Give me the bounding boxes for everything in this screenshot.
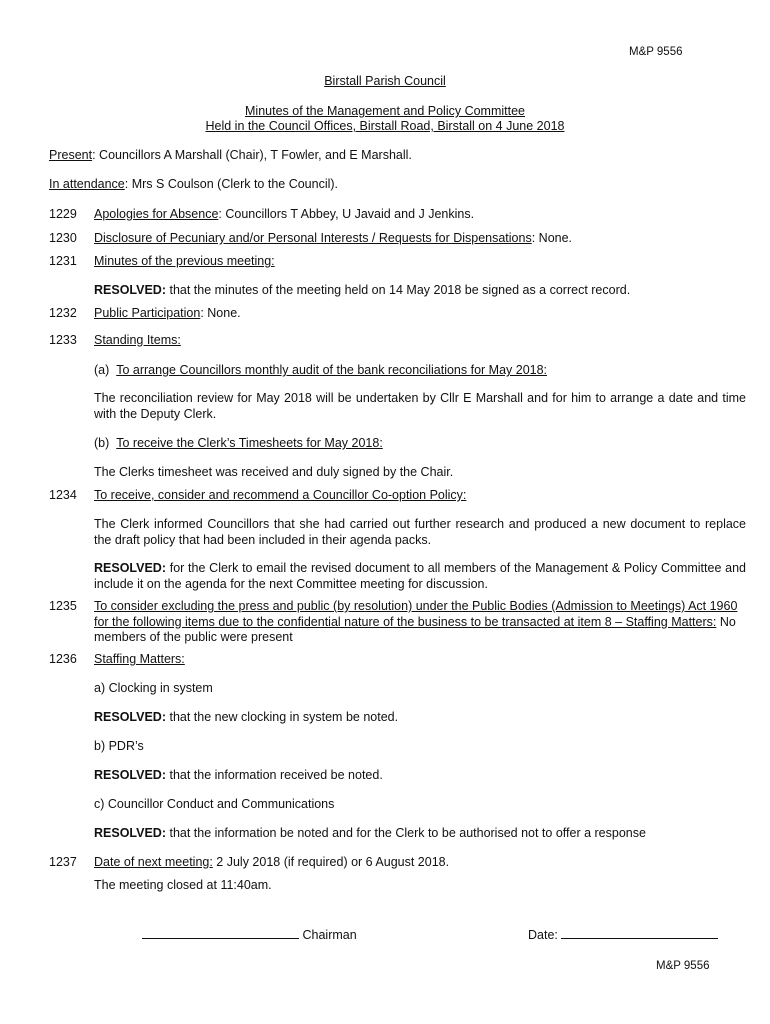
item-1233-a-prefix: (a) [94,363,110,377]
chairman-signature [142,926,357,943]
item-1232-title: Public Participation [94,306,201,320]
resolved-label: RESOLVED: [94,768,166,782]
item-1236-a-text: a) Clocking in system [94,681,213,695]
item-1236-c-resolution [94,826,646,841]
document-reference-bottom: M&P 9556 [656,960,710,972]
item-number-1236: 1236 [49,652,77,666]
date-label: Date: [528,928,558,942]
present-text: : Councillors A Marshall (Chair), T Fowler, and E Marshall. [92,148,412,162]
resolved-label: RESOLVED: [94,710,166,724]
item-1233-b-title: To receive the Clerk’s Timesheets for May 2018: [116,436,383,450]
chairman-signature-line [142,926,299,939]
item-1230 [94,231,572,246]
item-1231-resolution [94,283,630,298]
date-signature [528,926,718,943]
item-1233-title: Standing Items: [94,333,181,347]
item-1229 [94,207,474,222]
document-reference-top: M&P 9556 [629,46,683,58]
item-1234-resolution [94,561,746,592]
resolved-text: that the information be noted and for the Clerk to be authorised not to offer a response [166,826,646,840]
item-number-1229: 1229 [49,207,77,221]
item-1234-title: To receive, consider and recommend a Councillor Co-option Policy: [94,488,467,502]
item-1233-b-text: The Clerks timesheet was received and duly signed by the Chair. [94,465,454,479]
resolved-label: RESOLVED: [94,561,166,575]
meeting-closed-text: The meeting closed at 11:40am. [94,878,272,892]
item-1236-title: Staffing Matters: [94,652,185,666]
meeting-location-date: Held in the Council Offices, Birstall Road, Birstall on 4 June 2018 [205,119,565,133]
item-1233-a-text: The reconciliation review for May 2018 will be undertaken by Cllr E Marshall and for him to arrange a date and time with the Deputy Clerk. [94,391,746,421]
item-1235-text: No members of the public were present [94,614,736,644]
item-number-1230: 1230 [49,231,77,245]
attendance-label: In attendance [49,177,125,191]
item-1236-c-text: c) Councillor Conduct and Communications [94,797,335,811]
item-1232-text: : None. [200,306,241,320]
item-1236-b-resolution [94,768,383,783]
item-1236-a-resolution [94,710,398,725]
item-1233-a-title: To arrange Councillors monthly audit of the bank reconciliations for May 2018: [116,363,548,377]
item-1237 [94,855,449,870]
item-1230-text: : None. [531,231,573,245]
item-1233-b-heading [94,436,383,451]
date-signature-line [561,926,718,939]
item-1230-title: Disclosure of Pecuniary and/or Personal Interests / Requests for Dispensations [94,231,532,245]
item-1235 [94,599,746,646]
item-1237-title: Date of next meeting: [94,855,213,869]
resolved-text: that the information received be noted. [166,768,383,782]
item-1235-title: To consider excluding the press and public (by resolution) under the Public Bodies (Admission to Meetings) Act 1960 for the following items due to the confidential nature of the business to be transacted at item 8 – Staffing Matters: [94,599,738,629]
resolved-text: that the minutes of the meeting held on 14 May 2018 be signed as a correct record. [166,283,631,297]
item-1237-text: 2 July 2018 (if required) or 6 August 2018. [212,855,450,869]
item-1233-b-prefix: (b) [94,436,110,450]
item-number-1234: 1234 [49,488,77,502]
item-1229-title: Apologies for Absence [94,207,219,221]
item-number-1237: 1237 [49,855,77,869]
item-number-1232: 1232 [49,306,77,320]
item-1234-text: The Clerk informed Councillors that she had carried out further research and produced a new document to replace the draft policy that had been included in their agenda packs. [94,517,746,547]
item-1236-b-text: b) PDR’s [94,739,144,753]
attendance-line [49,177,338,192]
item-number-1235: 1235 [49,599,77,613]
item-1232 [94,306,241,321]
item-1233-a-heading [94,363,547,378]
present-line [49,148,412,163]
council-name: Birstall Parish Council [324,74,446,88]
item-1231-title: Minutes of the previous meeting: [94,254,275,268]
item-1229-text: : Councillors T Abbey, U Javaid and J Jenkins. [218,207,475,221]
resolved-text: that the new clocking in system be noted. [166,710,399,724]
item-number-1233: 1233 [49,333,77,347]
resolved-label: RESOLVED: [94,283,166,297]
resolved-text: for the Clerk to email the revised document to all members of the Management & Policy Committee and include it on the agenda for the next Committee meeting for discussion. [94,561,746,591]
minutes-title: Minutes of the Management and Policy Committee [245,104,525,118]
attendance-text: : Mrs S Coulson (Clerk to the Council). [124,177,339,191]
present-label: Present [49,148,93,162]
chairman-label: Chairman [302,928,357,942]
resolved-label: RESOLVED: [94,826,166,840]
item-number-1231: 1231 [49,254,77,268]
